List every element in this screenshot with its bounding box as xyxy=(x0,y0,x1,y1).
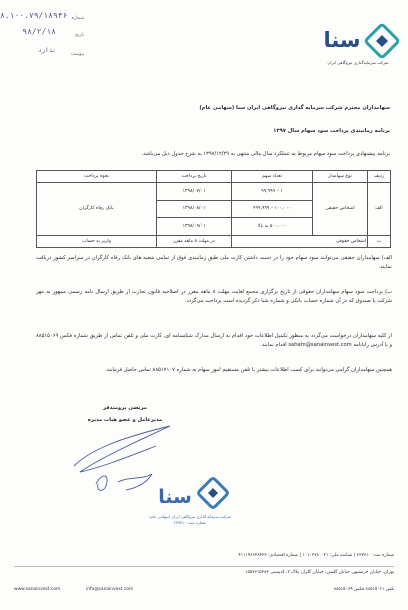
table-header-row xyxy=(37,171,391,183)
table-row xyxy=(37,236,391,248)
shares-range-1: ۱ – ۹۹,۹۹۹ xyxy=(232,182,313,200)
paragraph-alef: الف) سهامداران حقیقی می‌توانند سود سهام خود را در دست داشتن کارت ملی طبق زمانبندی فوق از تمامی شعبه های بانک رفاه کارگران در سراسر کشور دریافت نمایند. xyxy=(36,255,392,270)
header-date: تاریخ پرداخت xyxy=(157,171,232,183)
footer-divider xyxy=(14,566,394,567)
dividend-schedule-table xyxy=(36,170,391,248)
footer-email[interactable]: info@sanainvest.com xyxy=(86,587,134,592)
header-shares: تعداد سهم xyxy=(232,171,313,183)
paragraph-contact: همچنین سهامداران گرامی می‌توانند برای کسب اطلاعات بیشتر با تلفن مستقیم امور سهام به شماره ۸۸۵۱۷۱۰۷ تماس حاصل فرمایند. xyxy=(105,367,392,373)
shares-range-2: ۱۰۰,۰۰۰ – ۴۹۹,۹۹۹ xyxy=(232,200,313,218)
paragraph-note: از کلیه سهامداران درخواست می‌گردد به منظور تکمیل اطلاعات خود اقدام به ارسال مدارک شناسنامه ای، کارت ملی و تلفن تماس از طریق شماره فکس ۸۸۵۱۵۰۶۹ و یا آدرس رایانامه saham@sanainvest.com اقدام نمایند. xyxy=(36,333,392,348)
pay-method-bank: بانک رفاه کارگران xyxy=(37,182,157,236)
pay-date-legal: در مهلت ۸ ماهه مقرر xyxy=(157,236,232,248)
header-index: ردیف xyxy=(368,171,391,183)
pay-date-3: ۱۳۹۸/۰۹/۰۱ xyxy=(157,218,232,236)
stamp-registration: شماره ثبت: ۲۳۷۷۱۰ xyxy=(173,520,207,525)
pay-method-deposit: واریز به حساب xyxy=(37,236,157,248)
paragraph-be: ب) پرداخت سود سهام سهامداران حقوقی از تاریخ برگزاری مجمع لغایت مهلت ۸ ماهه مقرر در اصلاحیه قانون تجارت از طریق ارسال نامه رسمی ممهور به مهر شرکت یا صندوق که در آن شماره حساب بانکی و شماره شبا ذکر گردیده است پرداخت می‌گردد. xyxy=(36,289,392,304)
stamp-wordmark: سنا xyxy=(158,486,192,508)
footer-address: تهران، خیابان خرمشهر، خیابان گلشن، خیابان گلزار، پلاک ۲، کدپستی ۱۵۵۷۶۱۵۳۸۳ xyxy=(245,570,394,575)
intro-text: برنامه پیشنهادی پرداخت سود سهام مربوط به عملکرد سال مالی منتهی به ۱۳۹۷/۱۲/۲۹ به شرح جدول ذیل می‌باشد. xyxy=(141,151,390,157)
attachment-value: ندارد xyxy=(37,47,56,54)
date-label: تاریخ xyxy=(75,33,84,38)
header-holder-type: نوع سهامدار xyxy=(313,171,368,183)
signatory-title: مدیرعامل و عضو هیات مدیره xyxy=(87,417,163,423)
row-index-alef: الف xyxy=(368,182,391,236)
salutation: سهامداران محترم شرکت سرمایه گذاری نیروگاهی ایران سنا (سهامی عام) xyxy=(199,105,390,111)
pay-date-2: ۱۳۹۸/۰۸/۰۱ xyxy=(157,200,232,218)
date-value: ۹۸/۲/۱۸ xyxy=(22,27,56,36)
signatory-name: مرتضی برومندفر xyxy=(103,405,147,411)
pay-date-1: ۱۳۹۸/۰۷/۰۱ xyxy=(157,182,232,200)
row-holder-natural: اشخاص حقیقی xyxy=(313,182,368,236)
footer-website[interactable]: www.sanainvest.com xyxy=(14,587,61,592)
logo-wordmark: سنا xyxy=(323,28,361,52)
number-label: شماره xyxy=(71,16,84,21)
row-index-be: ب xyxy=(368,236,391,248)
header-method: نحوه پرداخت xyxy=(37,171,157,183)
footer-phone-fax: تلفن ۸۸۵۱۵۰۶۱ فکس ۸۸۵۱۵۰۶۹ xyxy=(333,587,394,592)
footer-registration: شماره ثبت: ۲۳۷۷۱۰ | شناسه ملی: ۱۰۱۰۲۷۸۰۰۳۱ | شماره اقتصادی: ۴۱۱۱۹۶۶۴۸۴۳۳ xyxy=(238,553,394,558)
shares-range-3: ۵۰۰,۰۰۰ به بالا xyxy=(232,218,313,236)
subject: برنامه زمانبندی پرداخت سود سهام سال ۱۳۹۷ xyxy=(273,128,390,134)
stamp-text: شرکت سرمایه گذاری نیروگاهی ایران (سهامی عام) xyxy=(149,514,231,519)
table-row xyxy=(37,182,391,200)
row-holder-legal: اشخاص حقوقی xyxy=(232,236,368,248)
number-value: ۸.۱۰۰.۷۹/۱۸۹۴۶ xyxy=(0,11,68,20)
attachment-label: پیوست xyxy=(70,52,84,57)
company-name: شرکت سرمایه‌گذاری نیروگاهی ایران xyxy=(327,60,389,65)
